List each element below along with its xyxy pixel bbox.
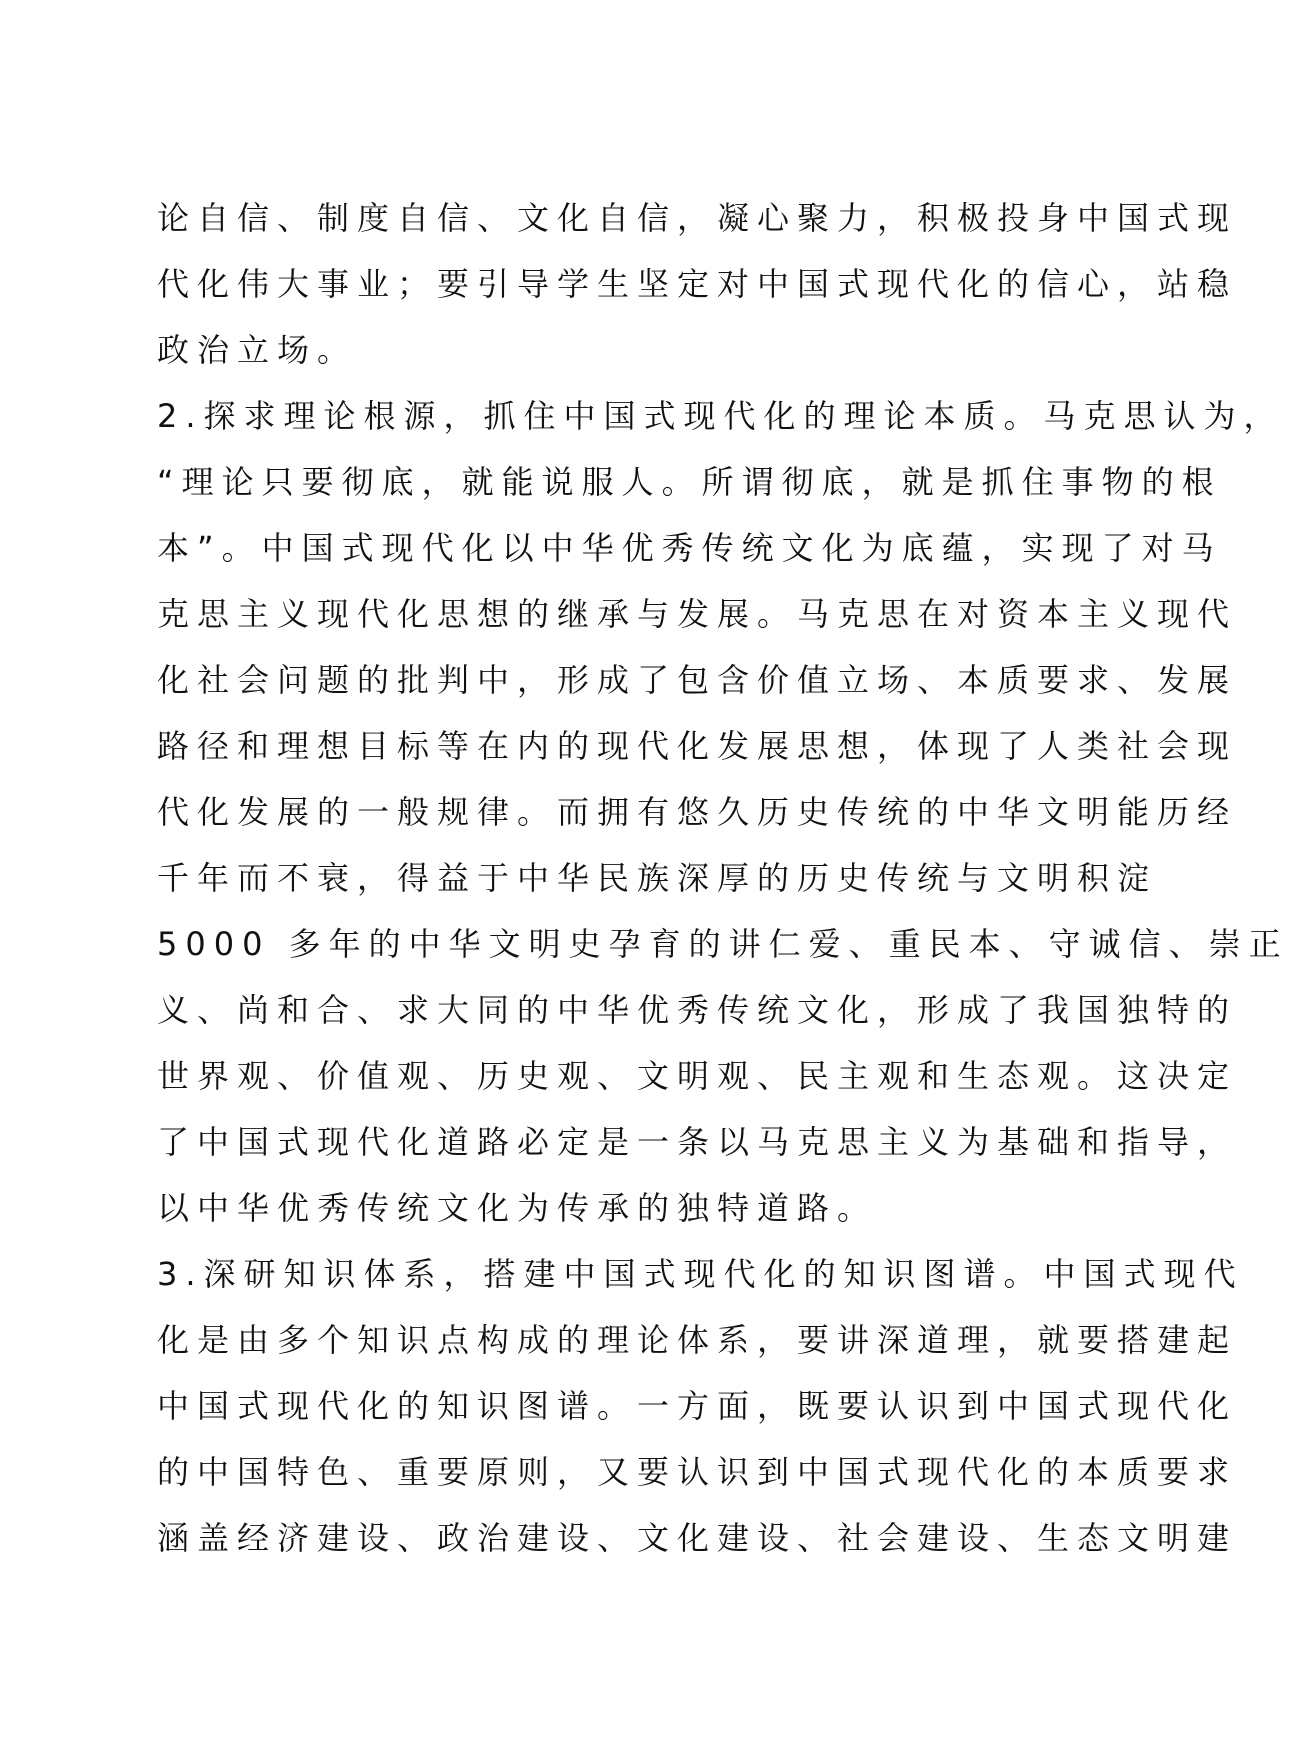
body-text-line: 中国式现代化的知识图谱。一方面，既要认识到中国式现代化: [157, 1387, 1238, 1425]
body-text-line: 化社会问题的批判中，形成了包含价值立场、本质要求、发展: [157, 661, 1238, 699]
body-text-line: 代化伟大事业；要引导学生坚定对中国式现代化的信心，站稳: [157, 265, 1238, 303]
body-text-line: 5000 多年的中华文明史孕育的讲仁爱、重民本、守诚信、崇正: [157, 925, 1289, 963]
body-text-line: 义、尚和合、求大同的中华优秀传统文化，形成了我国独特的: [157, 991, 1238, 1029]
body-text-line: 以中华优秀传统文化为传承的独特道路。: [157, 1189, 878, 1227]
section-heading-2: 2.探求理论根源，抓住中国式现代化的理论本质。马克思认为，: [157, 397, 1284, 435]
section-heading-3: 3.深研知识体系，搭建中国式现代化的知识图谱。中国式现代: [157, 1255, 1244, 1293]
body-text-line: 本”。中国式现代化以中华优秀传统文化为底蕴，实现了对马: [157, 529, 1222, 567]
body-text-line: 涵盖经济建设、政治建设、文化建设、社会建设、生态文明建: [157, 1519, 1238, 1557]
body-text-line: “理论只要彻底，就能说服人。所谓彻底，就是抓住事物的根: [157, 463, 1222, 501]
body-text-line: 化是由多个知识点构成的理论体系，要讲深道理，就要搭建起: [157, 1321, 1238, 1359]
body-text-line: 的中国特色、重要原则，又要认识到中国式现代化的本质要求: [157, 1453, 1238, 1491]
body-text-line: 世界观、价值观、历史观、文明观、民主观和生态观。这决定: [157, 1057, 1238, 1095]
body-text-line: 克思主义现代化思想的继承与发展。马克思在对资本主义现代: [157, 595, 1238, 633]
body-text-line: 了中国式现代化道路必定是一条以马克思主义为基础和指导，: [157, 1123, 1238, 1161]
body-text-line: 路径和理想目标等在内的现代化发展思想，体现了人类社会现: [157, 727, 1238, 765]
body-text-line: 代化发展的一般规律。而拥有悠久历史传统的中华文明能历经: [157, 793, 1238, 831]
body-text-line: 论自信、制度自信、文化自信，凝心聚力，积极投身中国式现: [157, 199, 1238, 237]
body-text-line: 千年而不衰，得益于中华民族深厚的历史传统与文明积淀: [157, 859, 1158, 897]
body-text-line: 政治立场。: [157, 331, 358, 369]
